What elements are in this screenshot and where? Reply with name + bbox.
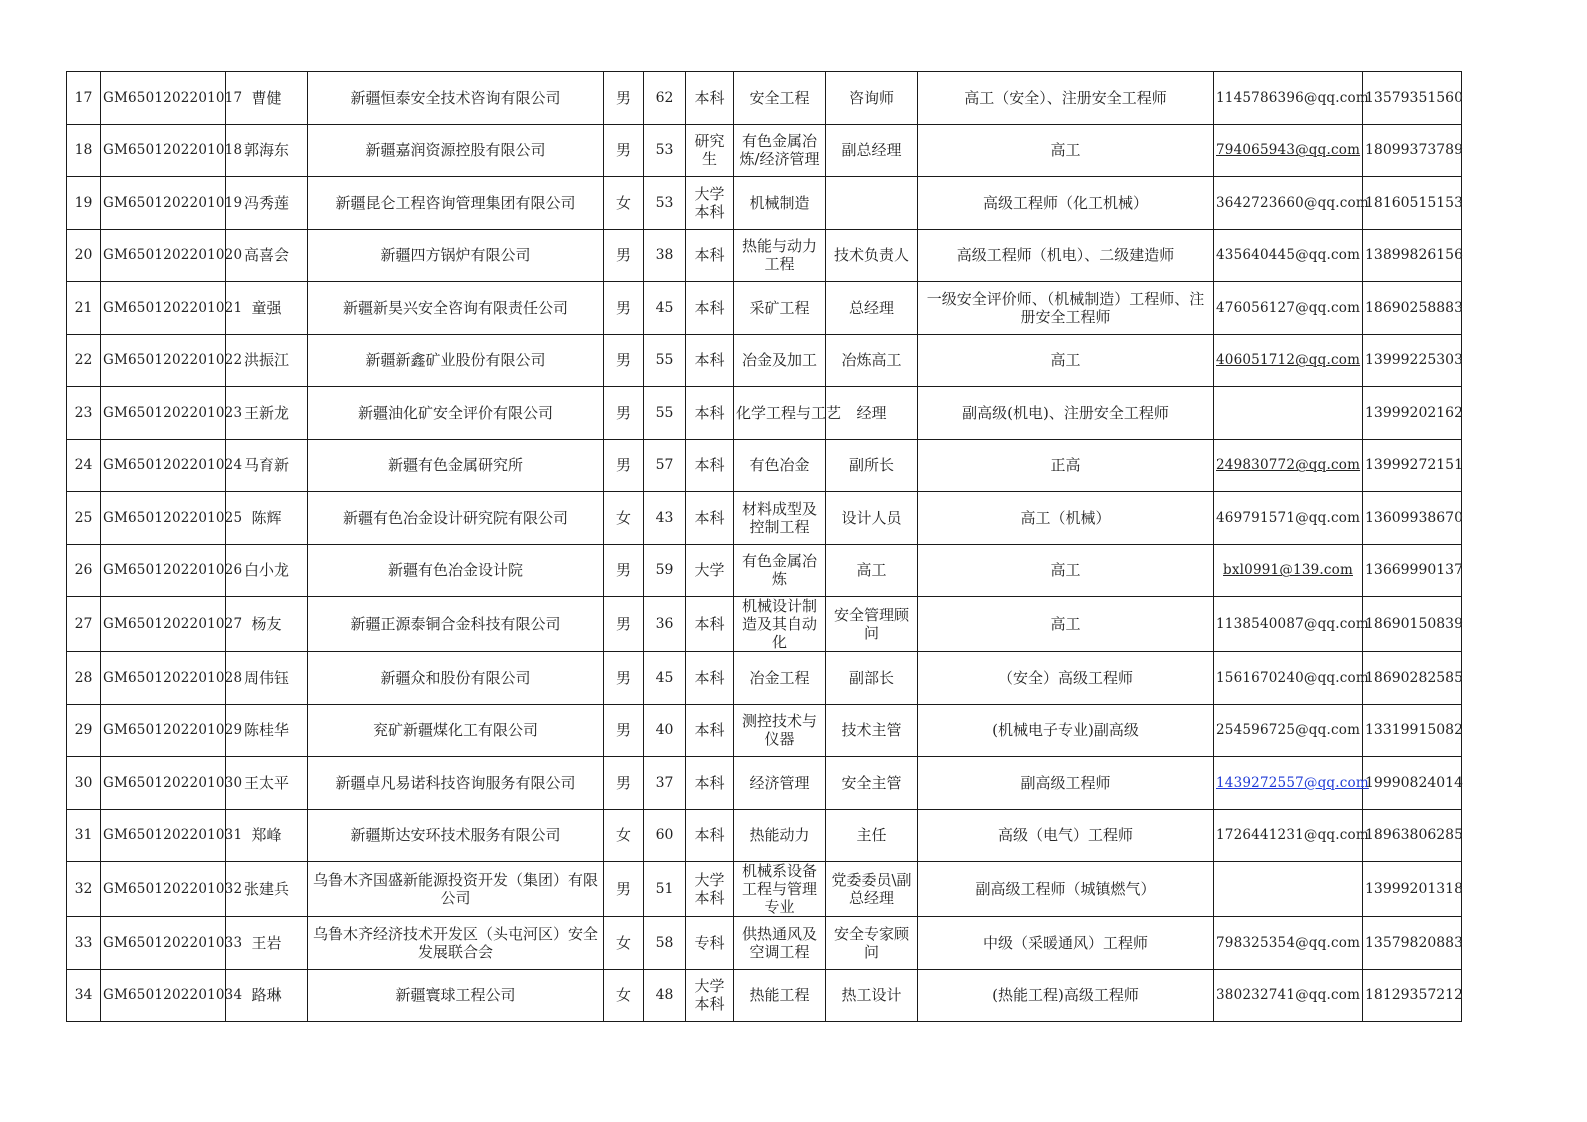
name-cell: 杨友 — [226, 597, 308, 652]
name-cell: 王太平 — [226, 757, 308, 810]
phone-cell: 13319915082 — [1363, 704, 1462, 757]
professional-title-cell: 高工 — [918, 124, 1214, 177]
major-cell: 热能与动力工程 — [734, 229, 826, 282]
table-row — [67, 544, 1462, 597]
gender-cell: 女 — [604, 809, 644, 862]
table-row — [67, 704, 1462, 757]
position-cell: 设计人员 — [826, 492, 918, 545]
position-cell: 副部长 — [826, 652, 918, 705]
phone-cell: 13579820883 — [1363, 917, 1462, 970]
table-row — [67, 177, 1462, 230]
row-number-cell: 23 — [67, 387, 101, 440]
name-cell: 高喜会 — [226, 229, 308, 282]
major-cell: 冶金及加工 — [734, 334, 826, 387]
name-cell: 路琳 — [226, 969, 308, 1022]
education-cell: 大学本科 — [686, 177, 734, 230]
row-number-cell: 33 — [67, 917, 101, 970]
position-cell: 技术主管 — [826, 704, 918, 757]
professional-title-cell: 副高级(机电)、注册安全工程师 — [918, 387, 1214, 440]
phone-cell: 18690150839 — [1363, 597, 1462, 652]
name-cell: 洪振江 — [226, 334, 308, 387]
registration-id-cell: GM6501202201026 — [101, 544, 226, 597]
education-cell: 大学本科 — [686, 862, 734, 917]
row-number-cell: 32 — [67, 862, 101, 917]
position-cell: 经理 — [826, 387, 918, 440]
email-cell — [1214, 862, 1363, 917]
email-link[interactable]: 1439272557@qq.com — [1216, 774, 1369, 791]
table-row — [67, 492, 1462, 545]
gender-cell: 女 — [604, 177, 644, 230]
phone-cell: 13899826156 — [1363, 229, 1462, 282]
professional-title-cell: 高级工程师（化工机械） — [918, 177, 1214, 230]
registration-id-cell: GM6501202201032 — [101, 862, 226, 917]
professional-title-cell: 高工（安全）、注册安全工程师 — [918, 72, 1214, 125]
registration-id-cell: GM6501202201019 — [101, 177, 226, 230]
phone-cell: 13999225303 — [1363, 334, 1462, 387]
email-cell — [1214, 334, 1363, 387]
registration-id-cell: GM6501202201033 — [101, 917, 226, 970]
professional-title-cell: 一级安全评价师、（机械制造）工程师、注册安全工程师 — [918, 282, 1214, 335]
row-number-cell: 20 — [67, 229, 101, 282]
email-cell — [1214, 544, 1363, 597]
table-row — [67, 757, 1462, 810]
row-number-cell: 31 — [67, 809, 101, 862]
name-cell: 王岩 — [226, 917, 308, 970]
row-number-cell: 27 — [67, 597, 101, 652]
age-cell: 60 — [644, 809, 686, 862]
position-cell: 安全专家顾问 — [826, 917, 918, 970]
name-cell: 陈桂华 — [226, 704, 308, 757]
company-cell: 新疆嘉润资源控股有限公司 — [308, 124, 604, 177]
email-cell — [1214, 124, 1363, 177]
registration-id-cell: GM6501202201024 — [101, 439, 226, 492]
email-cell — [1214, 757, 1369, 810]
major-cell: 安全工程 — [734, 72, 826, 125]
position-cell: 技术负责人 — [826, 229, 918, 282]
education-cell: 本科 — [686, 492, 734, 545]
gender-cell: 男 — [604, 862, 644, 917]
email-cell: 435640445@qq.com — [1214, 229, 1363, 282]
roster-body — [67, 72, 1462, 1022]
gender-cell: 男 — [604, 757, 644, 810]
expert-roster-table — [66, 71, 1462, 1022]
professional-title-cell: 高级工程师（机电）、二级建造师 — [918, 229, 1214, 282]
education-cell: 本科 — [686, 757, 734, 810]
major-cell: 有色金属冶炼/经济管理 — [734, 124, 826, 177]
age-cell: 62 — [644, 72, 686, 125]
company-cell: 新疆斯达安环技术服务有限公司 — [308, 809, 604, 862]
company-cell: 新疆油化矿安全评价有限公司 — [308, 387, 604, 440]
major-cell: 有色金属冶炼 — [734, 544, 826, 597]
row-number-cell: 22 — [67, 334, 101, 387]
row-number-cell: 29 — [67, 704, 101, 757]
registration-id-cell: GM6501202201021 — [101, 282, 226, 335]
email-cell: 469791571@qq.com — [1214, 492, 1363, 545]
phone-cell: 19990824014 — [1363, 757, 1462, 810]
expert-roster-sheet — [66, 71, 1461, 1022]
phone-cell: 18963806285 — [1363, 809, 1462, 862]
professional-title-cell: 高工 — [918, 334, 1214, 387]
major-cell: 机械系设备工程与管理专业 — [734, 862, 826, 917]
position-cell: 安全主管 — [826, 757, 918, 810]
education-cell: 本科 — [686, 72, 734, 125]
email-cell: 798325354@qq.com — [1214, 917, 1363, 970]
company-cell: 兖矿新疆煤化工有限公司 — [308, 704, 604, 757]
gender-cell: 女 — [604, 917, 644, 970]
email-cell: 3642723660@qq.com — [1214, 177, 1363, 230]
major-cell: 供热通风及空调工程 — [734, 917, 826, 970]
age-cell: 37 — [644, 757, 686, 810]
age-cell: 43 — [644, 492, 686, 545]
name-cell: 陈辉 — [226, 492, 308, 545]
registration-id-cell: GM6501202201025 — [101, 492, 226, 545]
professional-title-cell: 高工 — [918, 597, 1214, 652]
table-row — [67, 862, 1462, 917]
company-cell: 新疆有色金属研究所 — [308, 439, 604, 492]
major-cell: 测控技术与仪器 — [734, 704, 826, 757]
age-cell: 36 — [644, 597, 686, 652]
education-cell: 大学本科 — [686, 969, 734, 1022]
age-cell: 45 — [644, 282, 686, 335]
phone-cell: 13579351560 — [1363, 72, 1462, 125]
name-cell: 冯秀莲 — [226, 177, 308, 230]
gender-cell: 男 — [604, 704, 644, 757]
major-cell: 热能动力 — [734, 809, 826, 862]
major-cell: 材料成型及控制工程 — [734, 492, 826, 545]
email-link[interactable]: 794065943@qq.com — [1216, 142, 1361, 159]
email-link[interactable]: bxl0991@139.com — [1223, 562, 1353, 579]
row-number-cell: 26 — [67, 544, 101, 597]
major-cell: 化学工程与工艺 — [734, 387, 826, 440]
position-cell — [826, 177, 918, 230]
major-cell: 冶金工程 — [734, 652, 826, 705]
company-cell: 新疆昆仑工程咨询管理集团有限公司 — [308, 177, 604, 230]
major-cell: 采矿工程 — [734, 282, 826, 335]
email-cell: 1145786396@qq.com — [1214, 72, 1363, 125]
row-number-cell: 30 — [67, 757, 101, 810]
company-cell: 乌鲁木齐经济技术开发区（头屯河区）安全发展联合会 — [308, 917, 604, 970]
education-cell: 本科 — [686, 704, 734, 757]
row-number-cell: 21 — [67, 282, 101, 335]
registration-id-cell: GM6501202201023 — [101, 387, 226, 440]
table-row — [67, 124, 1462, 177]
email-cell: 1138540087@qq.com — [1214, 597, 1363, 652]
name-cell: 郭海东 — [226, 124, 308, 177]
registration-id-cell: GM6501202201029 — [101, 704, 226, 757]
table-row — [67, 809, 1462, 862]
company-cell: 新疆正源泰铜合金科技有限公司 — [308, 597, 604, 652]
phone-cell: 13609938670 — [1363, 492, 1462, 545]
professional-title-cell: (热能工程)高级工程师 — [918, 969, 1214, 1022]
age-cell: 59 — [644, 544, 686, 597]
professional-title-cell: 高级（电气）工程师 — [918, 809, 1214, 862]
position-cell: 安全管理顾问 — [826, 597, 918, 652]
professional-title-cell: 副高级工程师 — [918, 757, 1214, 810]
table-row — [67, 282, 1462, 335]
phone-cell: 13999202162 — [1363, 387, 1462, 440]
position-cell: 热工设计 — [826, 969, 918, 1022]
position-cell: 副所长 — [826, 439, 918, 492]
email-link[interactable]: 249830772@qq.com — [1216, 457, 1361, 474]
age-cell: 48 — [644, 969, 686, 1022]
table-row — [67, 229, 1462, 282]
name-cell: 童强 — [226, 282, 308, 335]
gender-cell: 男 — [604, 439, 644, 492]
gender-cell: 女 — [604, 969, 644, 1022]
name-cell: 郑峰 — [226, 809, 308, 862]
education-cell: 研究生 — [686, 124, 734, 177]
email-cell: 1726441231@qq.com — [1214, 809, 1363, 862]
phone-cell: 13999201318 — [1363, 862, 1462, 917]
company-cell: 乌鲁木齐国盛新能源投资开发（集团）有限公司 — [308, 862, 604, 917]
registration-id-cell: GM6501202201018 — [101, 124, 226, 177]
professional-title-cell: (机械电子专业)副高级 — [918, 704, 1214, 757]
education-cell: 本科 — [686, 652, 734, 705]
phone-cell: 13999272151 — [1363, 439, 1462, 492]
row-number-cell: 18 — [67, 124, 101, 177]
table-row — [67, 969, 1462, 1022]
name-cell: 张建兵 — [226, 862, 308, 917]
position-cell: 高工 — [826, 544, 918, 597]
education-cell: 本科 — [686, 809, 734, 862]
professional-title-cell: 中级（采暖通风）工程师 — [918, 917, 1214, 970]
company-cell: 新疆有色冶金设计院 — [308, 544, 604, 597]
email-cell: 380232741@qq.com — [1214, 969, 1363, 1022]
registration-id-cell: GM6501202201028 — [101, 652, 226, 705]
name-cell: 马育新 — [226, 439, 308, 492]
education-cell: 专科 — [686, 917, 734, 970]
professional-title-cell: 正高 — [918, 439, 1214, 492]
row-number-cell: 17 — [67, 72, 101, 125]
company-cell: 新疆新昊兴安全咨询有限责任公司 — [308, 282, 604, 335]
position-cell: 副总经理 — [826, 124, 918, 177]
company-cell: 新疆卓凡易诺科技咨询服务有限公司 — [308, 757, 604, 810]
phone-cell: 18690282585 — [1363, 652, 1462, 705]
gender-cell: 男 — [604, 229, 644, 282]
major-cell: 机械制造 — [734, 177, 826, 230]
name-cell: 白小龙 — [226, 544, 308, 597]
email-cell — [1214, 387, 1363, 440]
age-cell: 57 — [644, 439, 686, 492]
company-cell: 新疆恒泰安全技术咨询有限公司 — [308, 72, 604, 125]
registration-id-cell: GM6501202201022 — [101, 334, 226, 387]
major-cell: 经济管理 — [734, 757, 826, 810]
professional-title-cell: 副高级工程师（城镇燃气） — [918, 862, 1214, 917]
position-cell: 咨询师 — [826, 72, 918, 125]
major-cell: 机械设计制造及其自动化 — [734, 597, 826, 652]
phone-cell: 18099373789 — [1363, 124, 1462, 177]
company-cell: 新疆有色冶金设计研究院有限公司 — [308, 492, 604, 545]
phone-cell: 18690258883 — [1363, 282, 1462, 335]
education-cell: 本科 — [686, 229, 734, 282]
major-cell: 热能工程 — [734, 969, 826, 1022]
position-cell: 主任 — [826, 809, 918, 862]
age-cell: 53 — [644, 124, 686, 177]
age-cell: 40 — [644, 704, 686, 757]
gender-cell: 男 — [604, 652, 644, 705]
email-cell — [1214, 439, 1363, 492]
email-link[interactable]: 406051712@qq.com — [1216, 352, 1361, 369]
education-cell: 本科 — [686, 597, 734, 652]
registration-id-cell: GM6501202201020 — [101, 229, 226, 282]
table-row — [67, 439, 1462, 492]
age-cell: 45 — [644, 652, 686, 705]
position-cell: 总经理 — [826, 282, 918, 335]
registration-id-cell: GM6501202201034 — [101, 969, 226, 1022]
education-cell: 本科 — [686, 387, 734, 440]
phone-cell: 18160515153 — [1363, 177, 1462, 230]
row-number-cell: 25 — [67, 492, 101, 545]
name-cell: 王新龙 — [226, 387, 308, 440]
registration-id-cell: GM6501202201030 — [101, 757, 226, 810]
position-cell: 党委委员\副总经理 — [826, 862, 918, 917]
gender-cell: 男 — [604, 387, 644, 440]
table-row — [67, 652, 1462, 705]
education-cell: 本科 — [686, 334, 734, 387]
registration-id-cell: GM6501202201027 — [101, 597, 226, 652]
gender-cell: 男 — [604, 124, 644, 177]
registration-id-cell: GM6501202201031 — [101, 809, 226, 862]
major-cell: 有色冶金 — [734, 439, 826, 492]
company-cell: 新疆众和股份有限公司 — [308, 652, 604, 705]
table-row — [67, 334, 1462, 387]
gender-cell: 男 — [604, 334, 644, 387]
registration-id-cell: GM6501202201017 — [101, 72, 226, 125]
age-cell: 51 — [644, 862, 686, 917]
gender-cell: 男 — [604, 282, 644, 335]
education-cell: 大学 — [686, 544, 734, 597]
table-row — [67, 387, 1462, 440]
gender-cell: 男 — [604, 597, 644, 652]
email-cell: 1561670240@qq.com — [1214, 652, 1363, 705]
age-cell: 55 — [644, 387, 686, 440]
row-number-cell: 28 — [67, 652, 101, 705]
gender-cell: 男 — [604, 544, 644, 597]
email-cell: 476056127@qq.com — [1214, 282, 1363, 335]
table-row — [67, 917, 1462, 970]
company-cell: 新疆四方锅炉有限公司 — [308, 229, 604, 282]
company-cell: 新疆寰球工程公司 — [308, 969, 604, 1022]
professional-title-cell: 高工（机械） — [918, 492, 1214, 545]
professional-title-cell: 高工 — [918, 544, 1214, 597]
company-cell: 新疆新鑫矿业股份有限公司 — [308, 334, 604, 387]
position-cell: 冶炼高工 — [826, 334, 918, 387]
row-number-cell: 19 — [67, 177, 101, 230]
email-cell: 254596725@qq.com — [1214, 704, 1363, 757]
professional-title-cell: （安全）高级工程师 — [918, 652, 1214, 705]
gender-cell: 女 — [604, 492, 644, 545]
education-cell: 本科 — [686, 282, 734, 335]
row-number-cell: 24 — [67, 439, 101, 492]
age-cell: 58 — [644, 917, 686, 970]
table-row — [67, 597, 1462, 652]
age-cell: 38 — [644, 229, 686, 282]
gender-cell: 男 — [604, 72, 644, 125]
age-cell: 55 — [644, 334, 686, 387]
phone-cell: 18129357212 — [1363, 969, 1462, 1022]
name-cell: 曹健 — [226, 72, 308, 125]
name-cell: 周伟钰 — [226, 652, 308, 705]
age-cell: 53 — [644, 177, 686, 230]
row-number-cell: 34 — [67, 969, 101, 1022]
table-row — [67, 72, 1462, 125]
phone-cell: 13669990137 — [1363, 544, 1462, 597]
education-cell: 本科 — [686, 439, 734, 492]
